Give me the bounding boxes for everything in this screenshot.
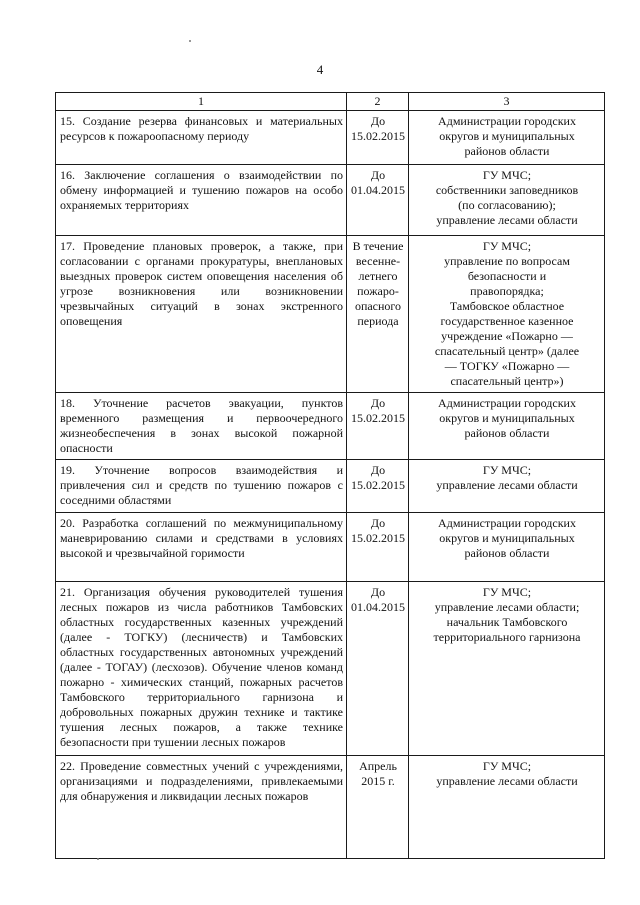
responsible-cell — [409, 393, 605, 460]
responsible-line: безопасности и — [467, 269, 547, 283]
table-row — [56, 582, 605, 756]
responsible-line: управление лесами области; — [434, 600, 580, 614]
term-cell — [347, 582, 409, 756]
responsible-line: округов и муниципальных — [439, 129, 575, 143]
responsible-line: управление лесами области — [436, 774, 578, 788]
term-cell — [347, 756, 409, 859]
table-row — [56, 460, 605, 513]
term-line: 01.04.2015 — [351, 600, 405, 614]
term-line: пожаро- — [357, 284, 399, 298]
term-line: 15.02.2015 — [351, 478, 405, 492]
term-cell — [347, 393, 409, 460]
term-line: периода — [357, 314, 399, 328]
term-cell — [347, 165, 409, 236]
term-cell — [347, 460, 409, 513]
responsible-line: ГУ МЧС; — [482, 239, 532, 253]
term-line: 01.04.2015 — [351, 183, 405, 197]
responsible-cell — [409, 460, 605, 513]
responsible-line: территориального гарнизона — [433, 630, 581, 644]
task-cell: 21. Организация обучения руководителей тушения лесных пожаров из числа работников Тамбовских областных государственных казенных учреждений (далее - ТОГКУ) (лесничеств) и Тамбовских областных государственных автономных учреждений (далее - ТОГАУ) (лесхозов). Обучение членов команд пожарно - химических станций, пожарных расчетов Тамбовского территориального гарнизона и добровольных пожарных дружин технике и тактике тушения лесных пожаров, а также технике безопасности при тушении лесных пожаров — [56, 582, 347, 756]
table-row — [56, 756, 605, 859]
page-number: 4 — [316, 62, 324, 77]
responsible-line: Тамбовское областное — [449, 299, 565, 313]
task-cell: 22. Проведение совместных учений с учреждениями, организациями и подразделениями, привлекаемыми для обнаружения и ликвидации лесных пожаров — [56, 756, 347, 859]
term-line: 15.02.2015 — [351, 411, 405, 425]
responsible-line: Администрации городских — [438, 396, 576, 410]
responsible-cell — [409, 582, 605, 756]
responsible-line: Администрации городских — [438, 516, 576, 530]
responsible-cell — [409, 513, 605, 582]
term-line: До — [370, 396, 386, 410]
responsible-line: районов области — [464, 144, 550, 158]
column-header-1: 1 — [56, 93, 347, 111]
responsible-line: ГУ МЧС; — [482, 463, 532, 477]
task-cell: 15. Создание резерва финансовых и материальных ресурсов к пожароопасному периоду — [56, 111, 347, 165]
term-line: опасного — [354, 299, 402, 313]
measures-table — [55, 92, 605, 859]
responsible-cell — [409, 236, 605, 393]
responsible-line: собственники заповедников — [435, 183, 579, 197]
scan-artifact — [189, 40, 191, 42]
responsible-line: правопорядка; — [470, 284, 544, 298]
responsible-line: спасательный центр» (далее — [434, 344, 580, 358]
table-row — [56, 513, 605, 582]
table-row — [56, 236, 605, 393]
term-line: летнего — [358, 269, 398, 283]
responsible-line: ГУ МЧС; — [482, 759, 532, 773]
responsible-line: ГУ МЧС; — [482, 168, 532, 182]
column-header-2: 2 — [347, 93, 409, 111]
term-cell — [347, 236, 409, 393]
term-line: До — [370, 114, 386, 128]
responsible-line: начальник Тамбовского — [446, 615, 568, 629]
term-line: весенне- — [355, 254, 401, 268]
responsible-line: ГУ МЧС; — [482, 585, 532, 599]
table-row — [56, 165, 605, 236]
term-line: 15.02.2015 — [351, 531, 405, 545]
responsible-line: государственное казенное — [440, 314, 574, 328]
term-line: До — [370, 168, 386, 182]
responsible-line: управление лесами области — [436, 478, 578, 492]
task-cell: 17. Проведение плановых проверок, а также, при согласовании с органами прокуратуры, внеплановых выездных проверок систем оповещения населения об угрозе возникновения или возникновении чрезвычайных ситуаций в зонах экстренного оповещения — [56, 236, 347, 393]
task-cell: 18. Уточнение расчетов эвакуации, пунктов временного размещения и первоочередного жизнеобеспечения в зонах высокой пожарной опасности — [56, 393, 347, 460]
table-row — [56, 111, 605, 165]
term-line: До — [370, 585, 386, 599]
responsible-line: районов области — [464, 426, 550, 440]
term-cell — [347, 513, 409, 582]
responsible-line: управление по вопросам — [444, 254, 570, 268]
term-line: В течение — [352, 239, 404, 253]
responsible-line: (по согласованию); — [458, 198, 556, 212]
column-header-3: 3 — [409, 93, 605, 111]
task-cell: 19. Уточнение вопросов взаимодействия и привлечения сил и средств по тушению пожаров с соседними областями — [56, 460, 347, 513]
responsible-line: учреждение «Пожарно — — [441, 329, 573, 343]
scan-artifact — [97, 858, 99, 860]
responsible-cell — [409, 111, 605, 165]
responsible-line: округов и муниципальных — [439, 411, 575, 425]
term-line: Апрель — [359, 759, 397, 773]
responsible-cell — [409, 756, 605, 859]
task-cell: 20. Разработка соглашений по межмуниципальному маневрированию силами и средствами в условиях высокой и чрезвычайной горимости — [56, 513, 347, 582]
responsible-line: Администрации городских — [438, 114, 576, 128]
responsible-line: районов области — [464, 546, 550, 560]
term-line: 2015 г. — [361, 774, 395, 788]
responsible-line: управление лесами области — [436, 213, 578, 227]
responsible-line: — ТОГКУ «Пожарно — — [444, 359, 570, 373]
responsible-cell — [409, 165, 605, 236]
term-line: До — [370, 516, 386, 530]
term-line: 15.02.2015 — [351, 129, 405, 143]
term-line: До — [370, 463, 386, 477]
task-cell: 16. Заключение соглашения о взаимодействии по обмену информацией и тушению пожаров на особо охраняемых территориях — [56, 165, 347, 236]
responsible-line: спасательный центр») — [450, 374, 564, 388]
responsible-line: округов и муниципальных — [439, 531, 575, 545]
term-cell — [347, 111, 409, 165]
table-header-row — [56, 93, 605, 111]
table-row — [56, 393, 605, 460]
